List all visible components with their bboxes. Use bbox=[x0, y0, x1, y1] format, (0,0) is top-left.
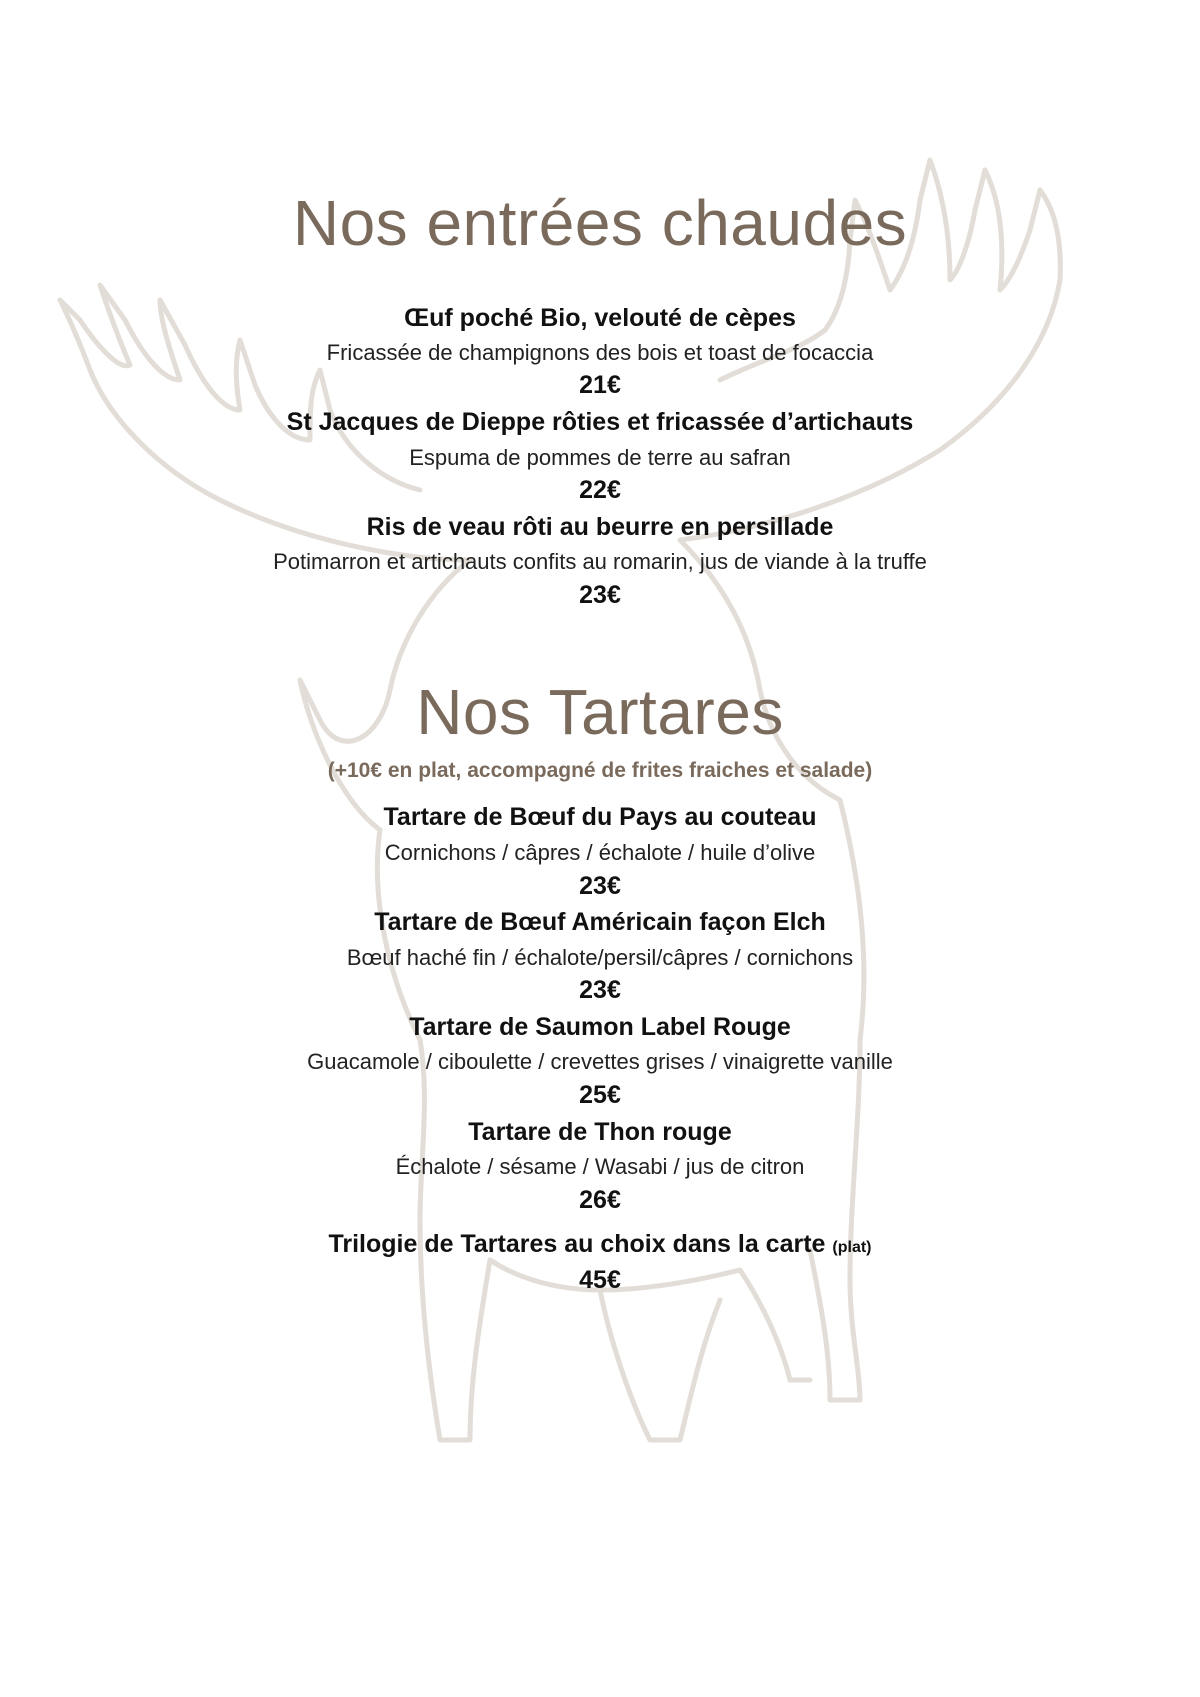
dish-name: Œuf poché Bio, velouté de cèpes bbox=[404, 304, 796, 332]
dish-name: Ris de veau rôti au beurre en persillade bbox=[366, 513, 834, 541]
dish-name bbox=[0, 1230, 1200, 1259]
dish-description: Guacamole / ciboulette / crevettes grises / vinaigrette vanille bbox=[307, 1049, 893, 1074]
section-title-entrees-chaudes: Nos entrées chaudes bbox=[292, 187, 908, 259]
dish-name-suffix: (plat) bbox=[832, 1239, 872, 1256]
dish-price: 23€ bbox=[579, 976, 621, 1004]
dish-description: Bœuf haché fin / échalote/persil/câpres / cornichons bbox=[346, 945, 854, 970]
dish-description: Fricassée de champignons des bois et toast de focaccia bbox=[326, 340, 874, 365]
dish-price: 45€ bbox=[579, 1266, 621, 1294]
section-title-tartares: Nos Tartares bbox=[416, 676, 784, 748]
dish-price: 25€ bbox=[579, 1081, 621, 1109]
dish-price: 21€ bbox=[579, 371, 621, 399]
section-note: (+10€ en plat, accompagné de frites fraiches et salade) bbox=[327, 759, 873, 782]
dish-name: Tartare de Saumon Label Rouge bbox=[409, 1013, 791, 1041]
dish-price: 23€ bbox=[579, 872, 621, 900]
dish-name: St Jacques de Dieppe rôties et fricassée d’artichauts bbox=[286, 408, 914, 436]
dish-name: Tartare de Bœuf du Pays au couteau bbox=[383, 803, 817, 831]
dish-price: 22€ bbox=[579, 476, 621, 504]
dish-name: Tartare de Thon rouge bbox=[468, 1118, 732, 1146]
dish-description: Cornichons / câpres / échalote / huile d’olive bbox=[384, 840, 816, 865]
dish-price: 26€ bbox=[579, 1186, 621, 1214]
dish-price: 23€ bbox=[579, 581, 621, 609]
dish-name-text: Trilogie de Tartares au choix dans la carte bbox=[328, 1230, 826, 1258]
dish-description: Échalote / sésame / Wasabi / jus de citron bbox=[395, 1154, 805, 1179]
dish-name: Tartare de Bœuf Américain façon Elch bbox=[374, 908, 826, 936]
dish-description: Espuma de pommes de terre au safran bbox=[409, 445, 791, 470]
dish-description: Potimarron et artichauts confits au romarin, jus de viande à la truffe bbox=[273, 549, 927, 574]
